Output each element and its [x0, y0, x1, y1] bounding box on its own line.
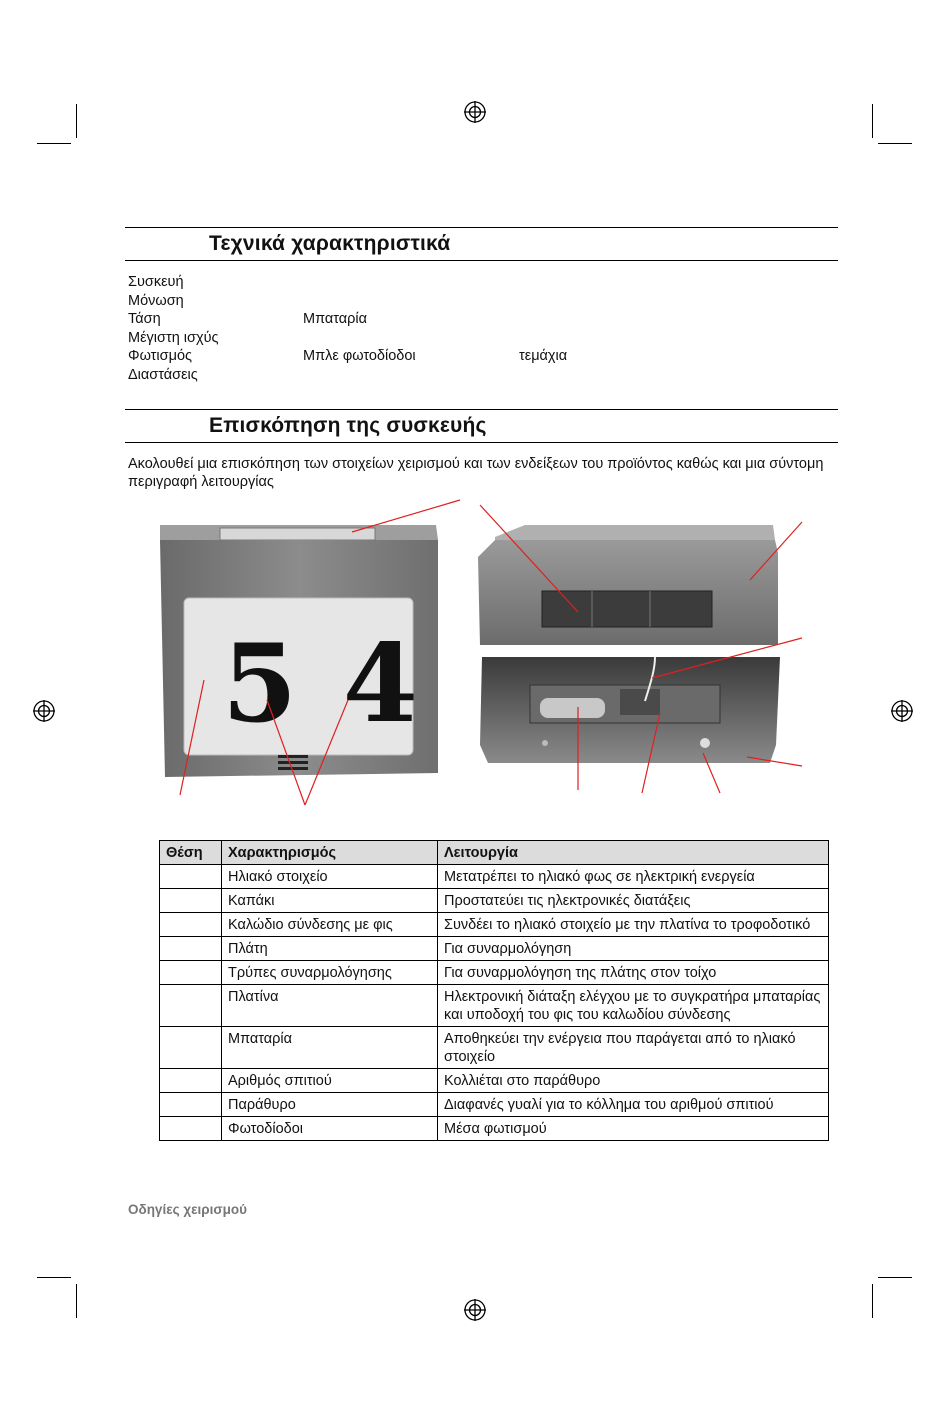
header-designation: Χαρακτηρισμός: [222, 841, 438, 865]
spec-label: Διαστάσεις: [128, 367, 198, 383]
cell-position: [160, 865, 222, 889]
cell-position: [160, 1117, 222, 1141]
header-function: Λειτουργία: [438, 841, 829, 865]
crop-mark-bottom-right-v: [872, 1284, 873, 1318]
registration-mark-bottom: [464, 1299, 486, 1321]
house-number-digits: 5 4: [222, 621, 422, 747]
section-overview-title: Επισκόπηση της συσκευής: [209, 414, 487, 437]
table-row: [160, 1027, 829, 1069]
table-row: [160, 913, 829, 937]
cell-designation: Φωτοδίοδοι: [222, 1117, 438, 1141]
crop-mark-bottom-left-v: [76, 1284, 77, 1318]
cell-function: Αποθηκεύει την ενέργεια που παράγεται από το ηλιακό στοιχείο: [438, 1027, 829, 1069]
section-technical-rule-top: [125, 227, 838, 228]
cell-designation: Αριθμός σπιτιού: [222, 1069, 438, 1093]
spec-extra: τεμάχια: [519, 348, 568, 364]
table-header-row: [160, 841, 829, 865]
crop-mark-bottom-right-h: [878, 1277, 912, 1278]
cell-function: Διαφανές γυαλί για το κόλλημα του αριθμού σπιτιού: [438, 1093, 829, 1117]
cell-designation: Πλατίνα: [222, 985, 438, 1027]
crop-mark-top-right-h: [878, 143, 912, 144]
cell-position: [160, 889, 222, 913]
table-row: [160, 985, 829, 1027]
cell-function: Προστατεύει τις ηλεκτρονικές διατάξεις: [438, 889, 829, 913]
cell-function: Μετατρέπει το ηλιακό φως σε ηλεκτρική ενεργεία: [438, 865, 829, 889]
spec-label: Μέγιστη ισχύς: [128, 330, 219, 346]
spec-label: Τάση: [128, 311, 161, 327]
cell-designation: Μπαταρία: [222, 1027, 438, 1069]
cell-position: [160, 985, 222, 1027]
section-technical-title: Τεχνικά χαρακτηριστικά: [209, 232, 451, 255]
spec-value: Μπαταρία: [303, 311, 368, 327]
cell-position: [160, 1093, 222, 1117]
cell-position: [160, 937, 222, 961]
table-row: [160, 1069, 829, 1093]
header-position: Θέση: [160, 841, 222, 865]
spec-label: Μόνωση: [128, 293, 184, 309]
device-open-view: [478, 525, 780, 763]
section-overview-rule-top: [125, 409, 838, 410]
crop-mark-top-left-h: [37, 143, 71, 144]
device-front-view: [160, 525, 438, 777]
cell-designation: Καλώδιο σύνδεσης με φις: [222, 913, 438, 937]
cell-position: [160, 913, 222, 937]
spec-label: Συσκευή: [128, 274, 184, 290]
cell-position: [160, 961, 222, 985]
table-row: [160, 1093, 829, 1117]
cell-designation: Παράθυρο: [222, 1093, 438, 1117]
crop-mark-top-left-v: [76, 104, 77, 138]
cell-position: [160, 1069, 222, 1093]
cell-designation: Πλάτη: [222, 937, 438, 961]
table-row: [160, 937, 829, 961]
cell-function: Μέσα φωτισμού: [438, 1117, 829, 1141]
cell-designation: Καπάκι: [222, 889, 438, 913]
registration-mark-left: [33, 700, 55, 722]
cell-designation: Τρύπες συναρμολόγησης: [222, 961, 438, 985]
crop-mark-top-right-v: [872, 104, 873, 138]
table-row: [160, 865, 829, 889]
registration-mark-top: [464, 101, 486, 123]
cell-function: Συνδέει το ηλιακό στοιχείο με την πλατίνα το τροφοδοτικό: [438, 913, 829, 937]
spec-value: Μπλε φωτοδίοδοι: [303, 348, 416, 364]
parts-table: [159, 840, 829, 1141]
cell-function: Ηλεκτρονική διάταξη ελέγχου με το συγκρατήρα μπαταρίας και υποδοχή του φις του καλωδίου σύνδεσης: [438, 985, 829, 1027]
cell-designation: Ηλιακό στοιχείο: [222, 865, 438, 889]
registration-mark-right: [891, 700, 913, 722]
table-row: [160, 961, 829, 985]
cell-function: Για συναρμολόγηση: [438, 937, 829, 961]
cell-position: [160, 1027, 222, 1069]
crop-mark-bottom-left-h: [37, 1277, 71, 1278]
section-overview-rule-bottom: [125, 442, 838, 443]
section-overview-intro: Ακολουθεί μια επισκόπηση των στοιχείων χειρισμού και των ενδείξεων του προϊόντος καθώς και μια σύντομη περιγραφή λειτουργίας: [128, 456, 824, 490]
table-row: [160, 1117, 829, 1141]
table-row: [160, 889, 829, 913]
page-footer: Οδηγίες χειρισμού: [128, 1202, 248, 1217]
product-figure: [150, 495, 810, 810]
section-technical-rule-bottom: [125, 260, 838, 261]
cell-function: Κολλιέται στο παράθυρο: [438, 1069, 829, 1093]
cell-function: Για συναρμολόγηση της πλάτης στον τοίχο: [438, 961, 829, 985]
spec-label: Φωτισμός: [128, 348, 192, 364]
